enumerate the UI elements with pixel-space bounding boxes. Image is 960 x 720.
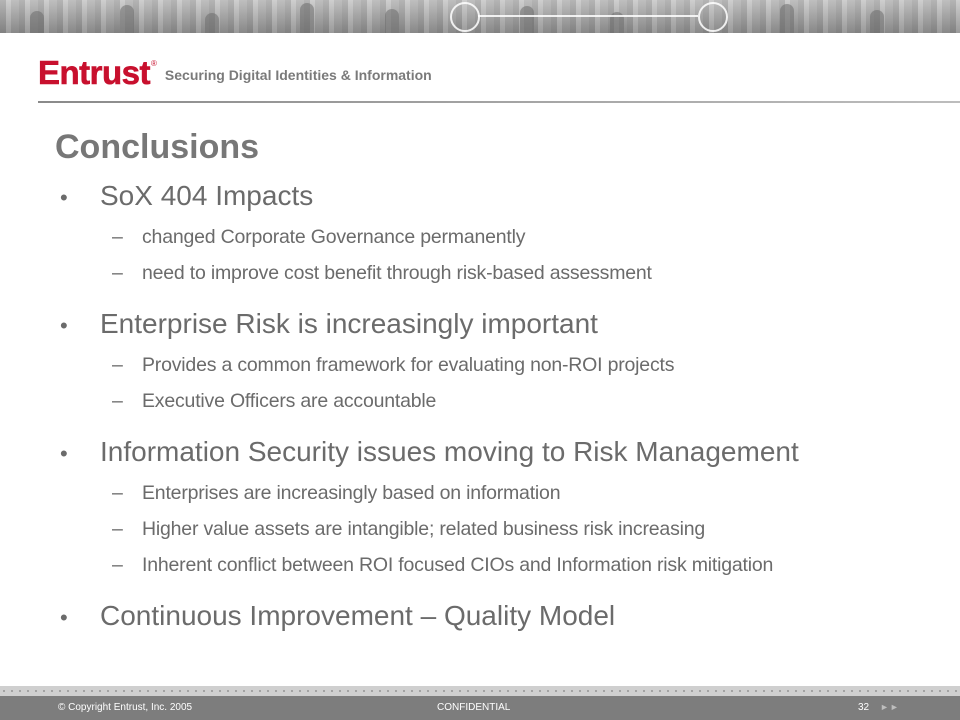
dash-icon: – bbox=[112, 226, 123, 248]
network-node-icon bbox=[698, 2, 728, 32]
sub-bullet-item bbox=[60, 518, 940, 554]
dash-icon: – bbox=[112, 354, 123, 376]
dash-icon: – bbox=[112, 390, 123, 412]
page-number: 32 bbox=[858, 702, 870, 713]
dash-icon: – bbox=[112, 482, 123, 504]
bullet-icon: • bbox=[60, 605, 68, 630]
sub-bullet-item bbox=[60, 482, 940, 518]
entrust-logo bbox=[38, 54, 432, 94]
sub-bullet-text: Higher value assets are intangible; related business risk increasing bbox=[142, 518, 706, 540]
confidential-label: CONFIDENTIAL bbox=[437, 702, 511, 713]
registered-mark: ® bbox=[151, 59, 157, 68]
bullet-item bbox=[60, 436, 940, 476]
bullet-item bbox=[60, 600, 940, 640]
sub-bullet-list bbox=[60, 226, 940, 298]
copyright-text: © Copyright Entrust, Inc. 2005 bbox=[58, 702, 193, 713]
sub-bullet-item bbox=[60, 390, 940, 426]
bullet-text: Enterprise Risk is increasingly important bbox=[100, 308, 598, 339]
sub-bullet-text: changed Corporate Governance permanently bbox=[142, 226, 526, 248]
bullet-text: SoX 404 Impacts bbox=[100, 180, 314, 211]
dash-icon: – bbox=[112, 554, 123, 576]
dash-icon: – bbox=[112, 518, 123, 540]
sub-bullet-text: Provides a common framework for evaluating non-ROI projects bbox=[142, 354, 675, 376]
sub-bullet-item bbox=[60, 226, 940, 262]
slide-title: Conclusions bbox=[55, 128, 260, 166]
logo-word: Entrust bbox=[38, 54, 150, 91]
sub-bullet-text: Inherent conflict between ROI focused CIOs and Information risk mitigation bbox=[142, 554, 774, 576]
sub-bullet-item bbox=[60, 354, 940, 390]
network-node-icon bbox=[450, 2, 480, 32]
sub-bullet-item bbox=[60, 554, 940, 590]
footer-dot-strip bbox=[0, 686, 960, 696]
logo-tagline: Securing Digital Identities & Information bbox=[164, 67, 432, 83]
sub-bullet-item bbox=[60, 262, 940, 298]
sub-bullet-list bbox=[60, 482, 940, 590]
sub-bullet-text: Executive Officers are accountable bbox=[142, 390, 437, 412]
slide-content bbox=[60, 180, 940, 640]
footer-bar bbox=[0, 696, 960, 720]
bullet-item bbox=[60, 308, 940, 348]
sub-bullet-text: need to improve cost benefit through risk-based assessment bbox=[142, 262, 652, 284]
bullet-text: Information Security issues moving to Risk Management bbox=[100, 436, 799, 467]
sub-bullet-text: Enterprises are increasingly based on information bbox=[142, 482, 561, 504]
bullet-icon: • bbox=[60, 313, 68, 338]
header-divider bbox=[38, 101, 960, 103]
bullet-icon: • bbox=[60, 185, 68, 210]
bullet-item bbox=[60, 180, 940, 220]
sub-bullet-list bbox=[60, 354, 940, 426]
bullet-icon: • bbox=[60, 441, 68, 466]
next-arrows-icon: ►► bbox=[880, 702, 900, 712]
header-photo-banner bbox=[0, 0, 960, 33]
dash-icon: – bbox=[112, 262, 123, 284]
bullet-text: Continuous Improvement – Quality Model bbox=[100, 600, 616, 631]
